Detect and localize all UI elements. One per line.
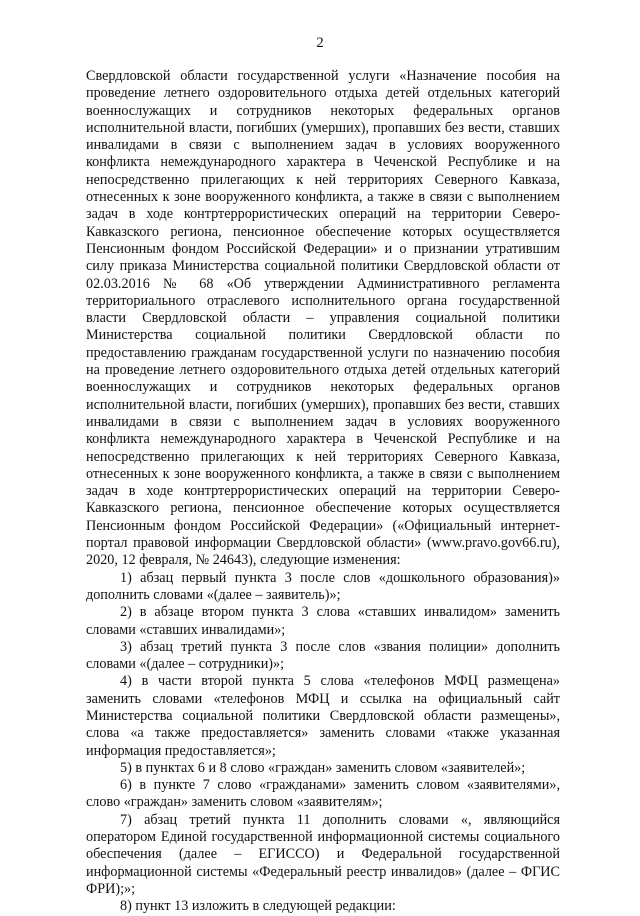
paragraph-item-1: 1) абзац первый пункта 3 после слов «дошкольного образования)» дополнить словами «(далее – заявитель)»; xyxy=(86,569,560,603)
paragraph-preamble: Свердловской области государственной услуги «Назначение пособия на проведение летнего оздоровительного отдыха детей отдельных категорий военнослужащих и сотрудников некоторых федеральных органов исполнительной власти, погибших (умерших), пропавших без вести, ставших инвалидами в связи с выполнением задач в условиях вооруженного конфликта немеждународного характера в Чеченской Республике и на непосредственно прилегающих к ней территориях Северного Кавказа, отнесенных к зоне вооруженного конфликта, а также в связи с выполнением задач в ходе контртеррористических операций на территории Северо-Кавказского региона, пенсионное обеспечение которых осуществляется Пенсионным фондом Российской Федерации» и о признании утратившим силу приказа Министерства социальной политики Свердловской области от 02.03.2016 № 68 «Об утверждении Административного регламента территориального отраслевого исполнительного органа государственной власти Свердловской области – управления социальной политики Министерства социальной политики Свердловской области по предоставлению гражданам государственной услуги по назначению пособия на проведение летнего оздоровительного отдыха детей отдельных категорий военнослужащих и сотрудников некоторых федеральных органов исполнительной власти, погибших (умерших), пропавших без вести, ставших инвалидами в связи с выполнением задач в условиях вооруженного конфликта немеждународного характера в Чеченской Республике и на непосредственно прилегающих к ней территориях Северного Кавказа, отнесенных к зоне вооруженного конфликта, а также в связи с выполнением задач в ходе контртеррористических операций на территории Северо-Кавказского региона, пенсионное обеспечение которых осуществляется Пенсионным фондом Российской Федерации» («Официальный интернет-портал правовой информации Свердловской области» (www.pravo.gov66.ru), 2020, 12 февраля, № 24643), следующие изменения: xyxy=(86,68,560,569)
paragraph-item-6: 6) в пункте 7 слово «гражданами» заменить словом «заявителями», слово «граждан» заменить словом «заявителям»; xyxy=(86,777,560,811)
paragraph-item-8: 8) пункт 13 изложить в следующей редакции: xyxy=(120,898,396,915)
page-number: 2 xyxy=(316,35,324,51)
paragraph-item-7: 7) абзац третий пункта 11 дополнить словами «, являющийся оператором Единой государственной информационной системы социального обеспечения (далее – ЕГИССО) и Федеральной государственной информационной системы «Федеральный реестр инвалидов» (далее – ФГИС ФРИ);»; xyxy=(86,811,560,897)
paragraph-item-3: 3) абзац третий пункта 3 после слов «звания полиции» дополнить словами «(далее – сотрудники)»; xyxy=(86,638,560,673)
paragraph-item-5: 5) в пунктах 6 и 8 слово «граждан» заменить словом «заявителей»; xyxy=(120,759,526,776)
paragraph-item-2: 2) в абзаце втором пункта 3 слова «ставших инвалидом» заменить словами «ставших инвалидами»; xyxy=(86,604,560,638)
paragraph-item-4: 4) в части второй пункта 5 слова «телефонов МФЦ размещена» заменить словами «телефонов МФЦ и ссылка на официальный сайт Министерства социальной политики Свердловской области размещены», слова «а также предоставляется» заменить словами «также указанная информация предоставляется»; xyxy=(86,673,560,759)
document-body xyxy=(86,68,560,916)
